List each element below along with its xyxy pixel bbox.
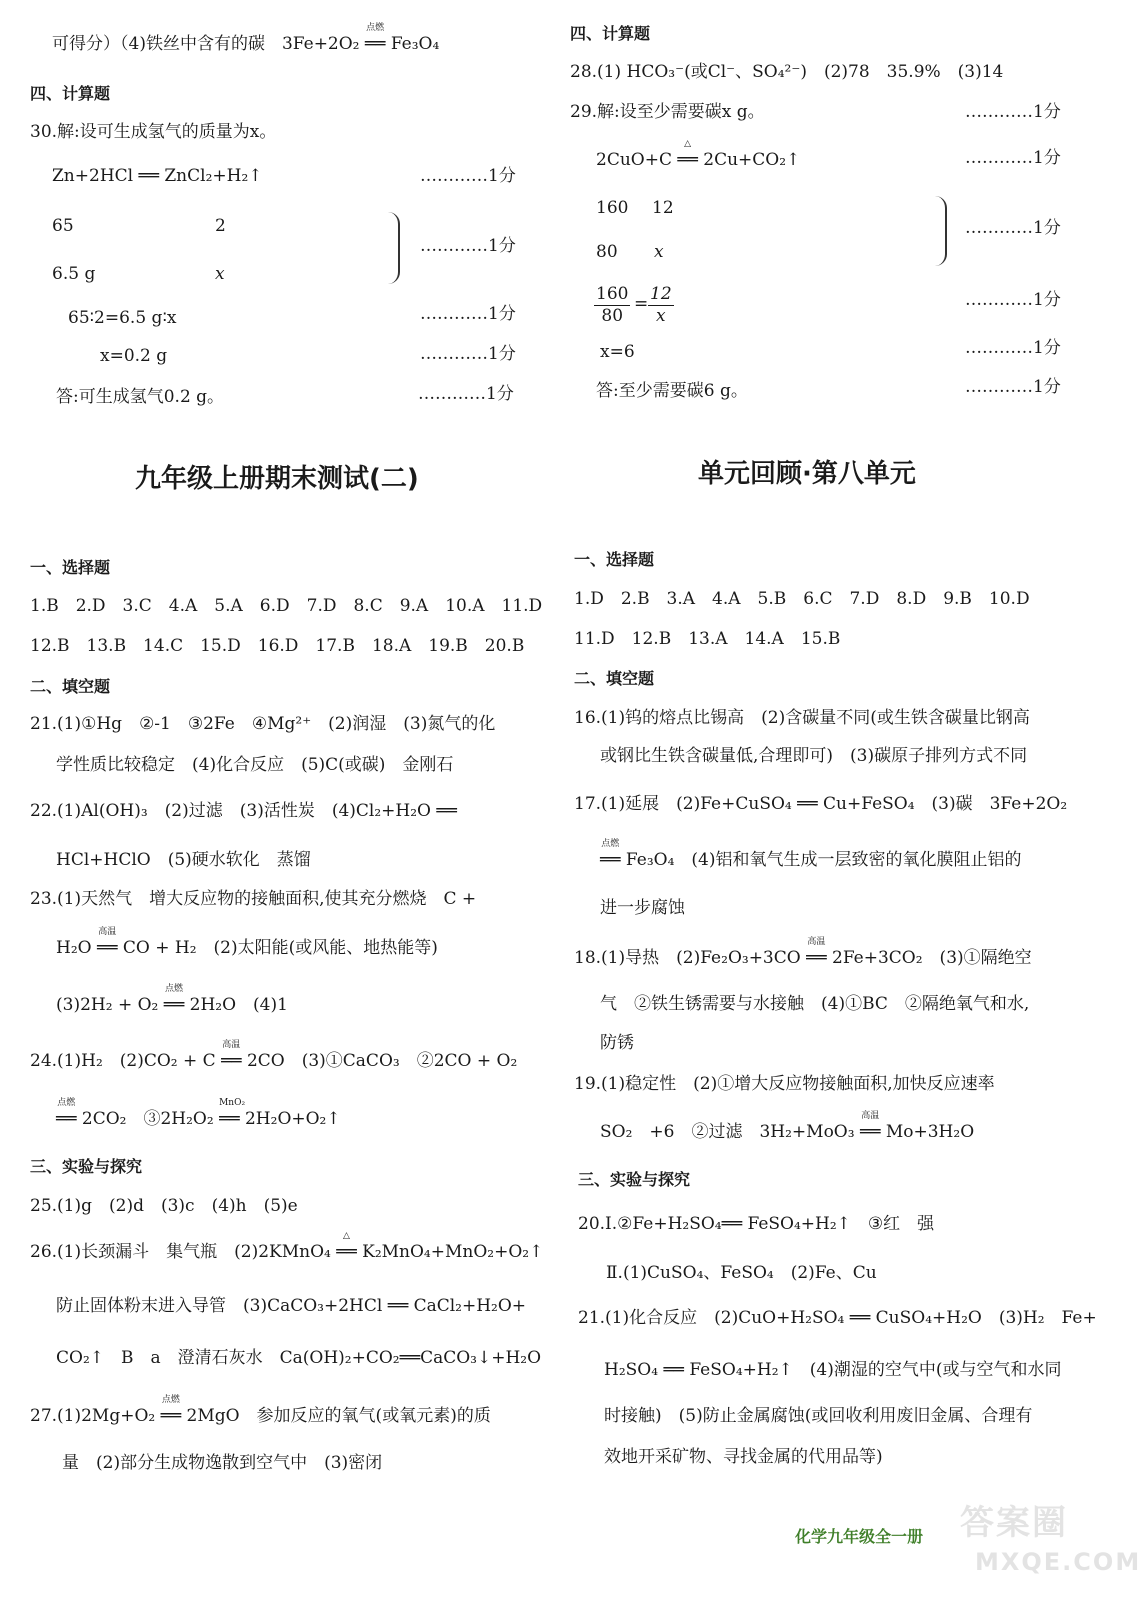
choice-answers: 1.B 2.D 3.C 4.A 5.A 6.D 7.D 8.C 9.A 10.A 11.D: [30, 596, 543, 616]
condition-label: 高温: [222, 1040, 241, 1050]
numerator: 12: [650, 284, 672, 304]
answer-line: 29.解:设至少需要碳x g。: [570, 102, 765, 122]
answer-line: [600, 839, 1022, 870]
answer-line: HCl+HClO (5)硬水软化 蒸馏: [56, 850, 311, 870]
condition-label: 点燃: [57, 1098, 76, 1108]
section-heading: 三、实验与探究: [30, 1157, 143, 1176]
answer-line: [56, 984, 288, 1015]
answer-line: [56, 927, 438, 958]
condition-label: △: [684, 139, 692, 149]
score: …………1分: [965, 218, 1061, 238]
score: …………1分: [965, 377, 1061, 397]
answer-line: 防止固体粉末进入导管 (3)CaCO₃+2HCl ══ CaCl₂+H₂O+: [56, 1296, 527, 1316]
answer-line: 进一步腐蚀: [600, 898, 685, 918]
score: …………1分: [965, 102, 1061, 122]
answer-line: 19.(1)稳定性 (2)①增大反应物接触面积,加快反应速率: [574, 1074, 995, 1094]
condition-arrow: MnO₂ ══: [219, 1098, 246, 1129]
condition-arrow: △ ══: [336, 1231, 357, 1262]
answer-line: [30, 1040, 518, 1071]
condition-label: 点燃: [366, 23, 385, 33]
text: 18.(1)导热 (2)Fe₂O₃+3CO: [574, 948, 801, 968]
section-heading: 四、计算题: [570, 24, 651, 43]
answer-line: 22.(1)Al(OH)₃ (2)过滤 (3)活性炭 (4)Cl₂+H₂O ══: [30, 801, 457, 821]
condition-label: 点燃: [161, 1395, 180, 1405]
choice-answers: 11.D 12.B 13.A 14.A 15.B: [574, 629, 841, 649]
text-line: [52, 23, 440, 54]
answer-line: [600, 1111, 975, 1142]
choice-answers: 1.D 2.B 3.A 4.A 5.B 6.C 7.D 8.D 9.B 10.D: [574, 589, 1030, 609]
score: …………1分: [965, 338, 1061, 358]
text: 2Cu+CO₂↑: [703, 150, 801, 170]
text: SO₂ +6 ②过滤 3H₂+MoO₃: [600, 1122, 855, 1142]
text: H₂O: [56, 938, 92, 958]
answer: 答:至少需要碳6 g。: [596, 381, 748, 401]
mass-value: x: [215, 264, 225, 284]
condition-label: △: [343, 1231, 350, 1241]
text: Fe₃O₄: [390, 34, 440, 54]
denominator: x: [656, 306, 666, 326]
text: 2CO₂ ③2H₂O₂: [81, 1109, 214, 1129]
score: …………1分: [965, 148, 1061, 168]
text: 可得分）（4)铁丝中含有的碳 3Fe+2O₂: [52, 34, 360, 54]
mass-value: x: [654, 242, 664, 262]
answer: 答:可生成氢气0.2 g。: [56, 387, 225, 407]
answer-line: 21.(1)①Hg ②-1 ③2Fe ④Mg²⁺ (2)润湿 (3)氮气的化: [30, 714, 496, 734]
result: x=6: [600, 342, 635, 362]
condition-arrow: 高温 ══: [221, 1040, 242, 1071]
condition-arrow: 高温 ══: [859, 1111, 881, 1142]
condition-label: 高温: [807, 937, 826, 947]
score: …………1分: [418, 384, 514, 404]
choice-answers: 12.B 13.B 14.C 15.D 16.D 17.B 18.A 19.B 20.B: [30, 636, 525, 656]
answer-line: 气 ②铁生锈需要与水接触 (4)①BC ②隔绝氧气和水,: [600, 994, 1030, 1014]
answer-line: 17.(1)延展 (2)Fe+CuSO₄ ══ Cu+FeSO₄ (3)碳 3Fe+2O₂: [574, 794, 1068, 814]
fraction: [594, 286, 630, 325]
mass-value: 160: [596, 198, 629, 218]
text-line: 30.解:设可生成氢气的质量为x。: [30, 122, 277, 142]
ratio: 65∶2=6.5 g∶x: [68, 308, 177, 328]
answer-line: [30, 1231, 544, 1262]
answer-line: Ⅱ.(1)CuSO₄、FeSO₄ (2)Fe、Cu: [606, 1263, 877, 1283]
answer-line: 量 (2)部分生成物逸散到空气中 (3)密闭: [62, 1453, 383, 1473]
answer-line: CO₂↑ B a 澄清石灰水 Ca(OH)₂+CO₂══CaCO₃↓+H₂O: [56, 1348, 542, 1368]
condition-label: MnO₂: [219, 1098, 246, 1108]
condition-arrow: 点燃 ══: [600, 839, 621, 870]
answer-line: 学性质比较稳定 (4)化合反应 (5)C(或碳) 金刚石: [56, 755, 454, 775]
text: Fe₃O₄ (4)铝和氧气生成一层致密的氧化膜阻止铝的: [625, 850, 1022, 870]
answer-line: 21.(1)化合反应 (2)CuO+H₂SO₄ ══ CuSO₄+H₂O (3)H₂ Fe+: [578, 1308, 1097, 1328]
answer-line: [574, 937, 1032, 968]
condition-arrow: 点燃 ══: [160, 1395, 182, 1426]
answer-line: 23.(1)天然气 增大反应物的接触面积,使其充分燃烧 C +: [30, 889, 477, 909]
score: …………1分: [420, 304, 516, 324]
numerator: 160: [596, 284, 629, 304]
text: 2MgO 参加反应的氧气(或氧元素)的质: [186, 1406, 491, 1426]
section-heading: 一、选择题: [30, 558, 111, 577]
section-heading: 四、计算题: [30, 84, 111, 103]
mass-value: 12: [652, 198, 674, 218]
condition-label: 点燃: [164, 984, 183, 994]
answer-line: 20.Ⅰ.②Fe+H₂SO₄══ FeSO₄+H₂↑ ③红 强: [578, 1214, 935, 1234]
page-title: 单元回顾·第八单元: [698, 459, 916, 489]
answer-line: 或钢比生铁含碳量低,合理即可) (3)碳原子排列方式不同: [600, 746, 1028, 766]
mass-value: 65: [52, 216, 74, 236]
condition-label: 点燃: [601, 839, 620, 849]
text: 26.(1)长颈漏斗 集气瓶 (2)2KMnO₄: [30, 1242, 331, 1262]
mass-value: 2: [215, 216, 226, 236]
section-heading: 二、填空题: [574, 669, 655, 688]
answer-line: 25.(1)g (2)d (3)c (4)h (5)e: [30, 1196, 298, 1216]
condition-arrow: 点燃 ══: [163, 984, 185, 1015]
condition-label: 高温: [861, 1111, 880, 1121]
fraction: [648, 286, 674, 325]
text: Mo+3H₂O: [885, 1122, 975, 1142]
text: 2CuO+C: [596, 150, 672, 170]
watermark-logo: MXQE.COM: [975, 1548, 1141, 1576]
denominator: 80: [601, 306, 624, 326]
text: 2H₂O+O₂↑: [244, 1109, 341, 1129]
answer-line: 时接触) (5)防止金属腐蚀(或回收利用废旧金属、合理有: [604, 1406, 1033, 1426]
condition-label: 高温: [98, 927, 117, 937]
score: …………1分: [965, 290, 1061, 310]
text: K₂MnO₄+MnO₂+O₂↑: [362, 1242, 544, 1262]
text: CO + H₂ (2)太阳能(或风能、地热能等): [122, 938, 438, 958]
text: 2CO (3)①CaCO₃ ②2CO + O₂: [246, 1051, 518, 1071]
brace-icon: [935, 196, 947, 266]
brace-icon: [388, 212, 400, 284]
answer-line: H₂SO₄ ══ FeSO₄+H₂↑ (4)潮湿的空气中(或与空气和水同: [604, 1360, 1062, 1380]
text: 24.(1)H₂ (2)CO₂ + C: [30, 1051, 216, 1071]
score: …………1分: [420, 236, 516, 256]
section-heading: 一、选择题: [574, 550, 655, 569]
condition-arrow: 高温 ══: [806, 937, 827, 968]
footer-label: 化学九年级全一册: [795, 1527, 924, 1546]
mass-value: 80: [596, 242, 618, 262]
section-heading: 二、填空题: [30, 677, 111, 696]
text: 2H₂O (4)1: [189, 995, 288, 1015]
text: 27.(1)2Mg+O₂: [30, 1406, 156, 1426]
equation: Zn+2HCl ══ ZnCl₂+H₂↑: [52, 166, 263, 186]
condition-arrow: △ ══: [677, 139, 698, 170]
score: …………1分: [420, 344, 516, 364]
answer-line: 效地开采矿物、寻找金属的代用品等): [604, 1447, 883, 1467]
answer-line: [56, 1098, 341, 1129]
condition-arrow: 高温 ══: [96, 927, 118, 958]
condition-arrow: 点燃 ══: [56, 1098, 77, 1129]
score: …………1分: [420, 166, 516, 186]
answer-line: 16.(1)钨的熔点比锡高 (2)含碳量不同(或生铁含碳量比钢高: [574, 708, 1030, 728]
answer-line: 防锈: [600, 1033, 634, 1053]
page-title: 九年级上册期末测试(二): [135, 464, 419, 494]
text: 2Fe+3CO₂ (3)①隔绝空: [832, 948, 1032, 968]
section-heading: 三、实验与探究: [578, 1170, 691, 1189]
result: x=0.2 g: [100, 346, 168, 366]
equals: =: [634, 294, 649, 314]
answer-line: [30, 1395, 491, 1426]
mass-value: 6.5 g: [52, 264, 96, 284]
equation: [596, 139, 801, 170]
text: (3)2H₂ + O₂: [56, 995, 159, 1015]
condition-arrow: 点燃 ══: [364, 23, 386, 54]
answer-line: 28.(1) HCO₃⁻(或Cl⁻、SO₄²⁻) (2)78 35.9% (3)14: [570, 62, 1004, 82]
watermark-logo: 答案圈: [960, 1503, 1068, 1543]
